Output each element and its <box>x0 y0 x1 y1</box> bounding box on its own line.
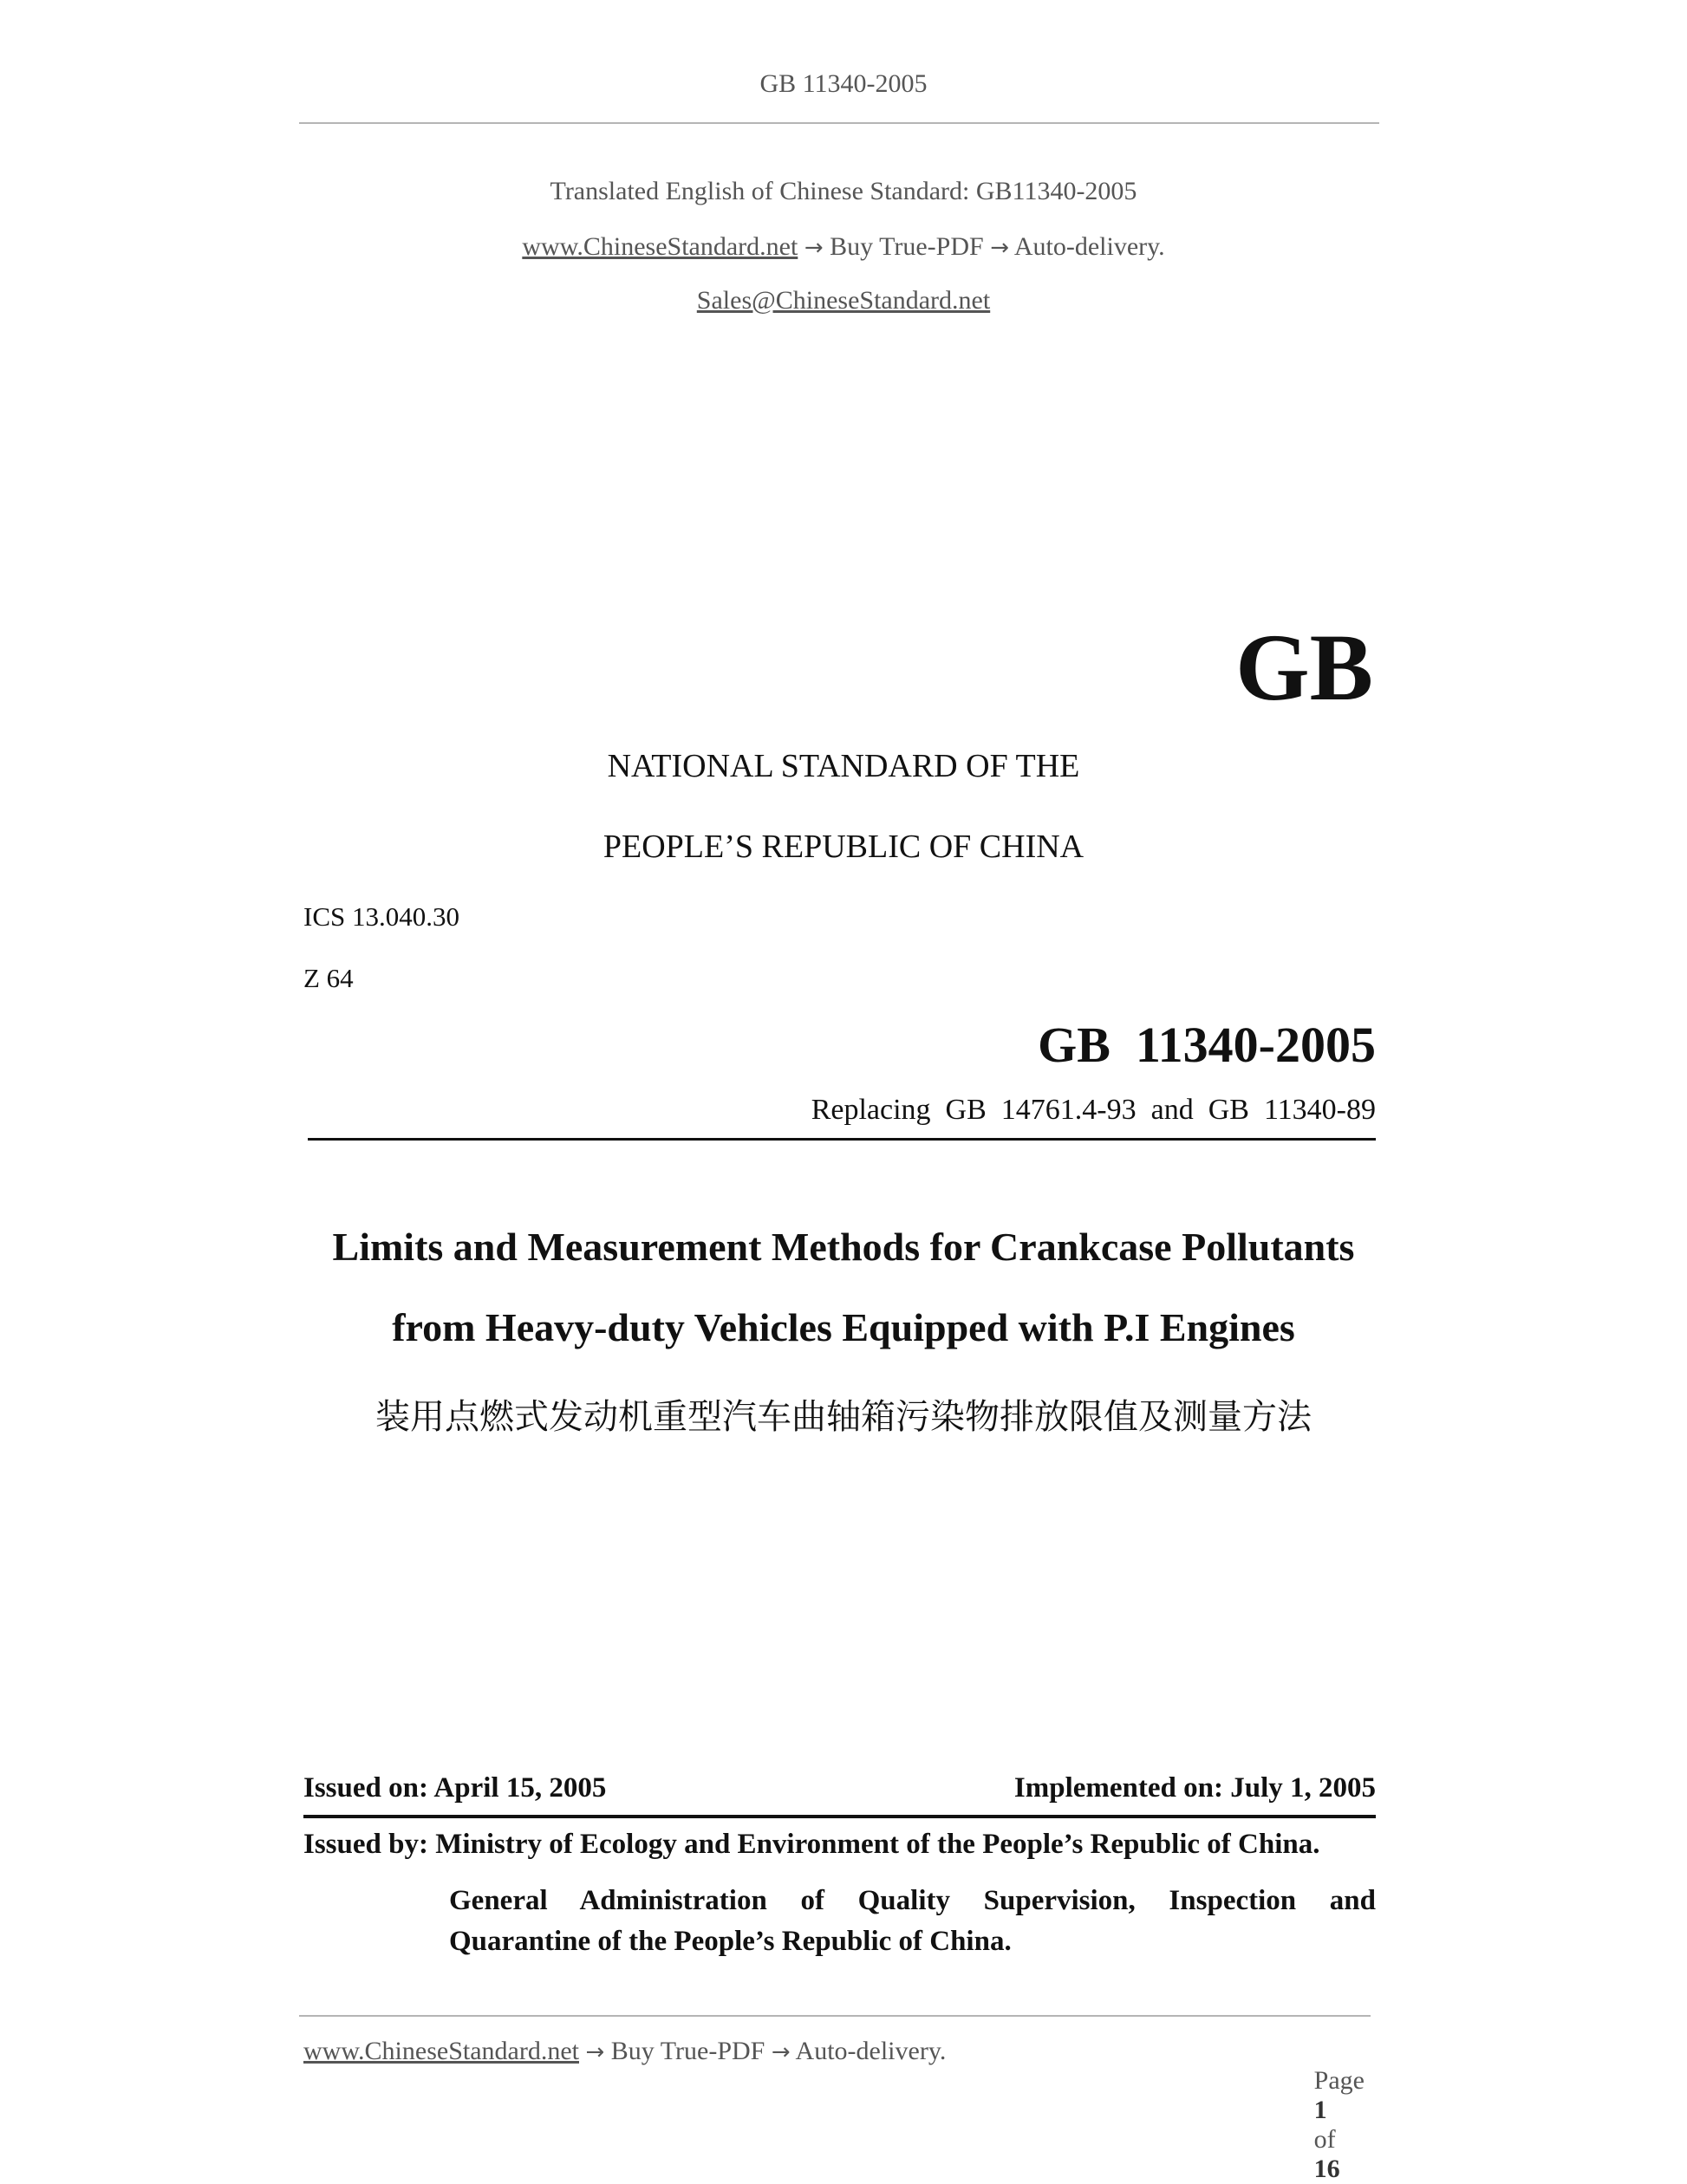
co-issuer-line-2: Quarantine of the People’s Republic of China. <box>449 1926 1012 1957</box>
replacing-note: Replacing GB 14761.4-93 and GB 11340-89 <box>811 1094 1376 1126</box>
page-label: Page <box>1313 2066 1365 2095</box>
footer-links <box>303 2037 946 2066</box>
gb-mark: GB <box>1235 614 1373 720</box>
running-header <box>0 69 1687 99</box>
of-label: of <box>1313 2125 1336 2154</box>
standard-number: GB 11340-2005 <box>1038 1017 1376 1073</box>
arrow-right-icon: → <box>585 2039 605 2065</box>
site-link[interactable]: www.ChineseStandard.net <box>522 232 798 261</box>
buy-true-pdf-text: Buy True-PDF <box>830 232 984 261</box>
arrow-right-icon: → <box>771 2039 791 2065</box>
co-issuer-line-1: General Administration of Quality Supervision, Inspection and <box>449 1885 1376 1916</box>
ics-code: ICS 13.040.30 <box>303 901 459 932</box>
ccs-code: Z 64 <box>303 963 354 993</box>
footer-buy-true-pdf-text: Buy True-PDF <box>610 2037 765 2065</box>
title-line-2: from Heavy-duty Vehicles Equipped with P.I Engines <box>392 1305 1295 1349</box>
sales-email-link[interactable]: Sales@ChineseStandard.net <box>696 286 991 315</box>
standard-number-divider <box>308 1138 1376 1141</box>
arrow-right-icon: → <box>804 235 824 261</box>
promo-line-1 <box>0 177 1687 206</box>
page-current: 1 <box>1313 2096 1327 2124</box>
promo-line-2 <box>0 232 1687 262</box>
page-total: 16 <box>1313 2155 1340 2183</box>
national-standard-line-2: PEOPLE’S REPUBLIC OF CHINA <box>602 829 1084 865</box>
page-indicator <box>1301 2037 1365 2184</box>
footer-divider <box>299 2015 1371 2017</box>
footer-site-link[interactable]: www.ChineseStandard.net <box>303 2037 579 2065</box>
arrow-right-icon: → <box>990 235 1009 261</box>
issue-divider <box>303 1815 1376 1818</box>
implemented-on: Implemented on: July 1, 2005 <box>1013 1772 1376 1804</box>
footer-auto-delivery-text: Auto-delivery. <box>795 2037 947 2065</box>
promo-text: Translated English of Chinese Standard: GB11340-2005 <box>550 177 1137 205</box>
header-divider <box>299 122 1379 124</box>
issued-by: Issued by: Ministry of Ecology and Environment of the People’s Republic of China. <box>303 1829 1320 1860</box>
promo-line-3 <box>0 286 1687 315</box>
issued-on: Issued on: April 15, 2005 <box>303 1772 607 1804</box>
title-chinese: 装用点燃式发动机重型汽车曲轴箱污染物排放限值及测量方法 <box>375 1397 1312 1437</box>
title-line-1: Limits and Measurement Methods for Crankcase Pollutants <box>332 1225 1355 1269</box>
national-standard-line-1: NATIONAL STANDARD OF THE <box>607 748 1080 784</box>
running-title: GB 11340-2005 <box>759 69 928 98</box>
auto-delivery-text: Auto-delivery. <box>1013 232 1165 261</box>
